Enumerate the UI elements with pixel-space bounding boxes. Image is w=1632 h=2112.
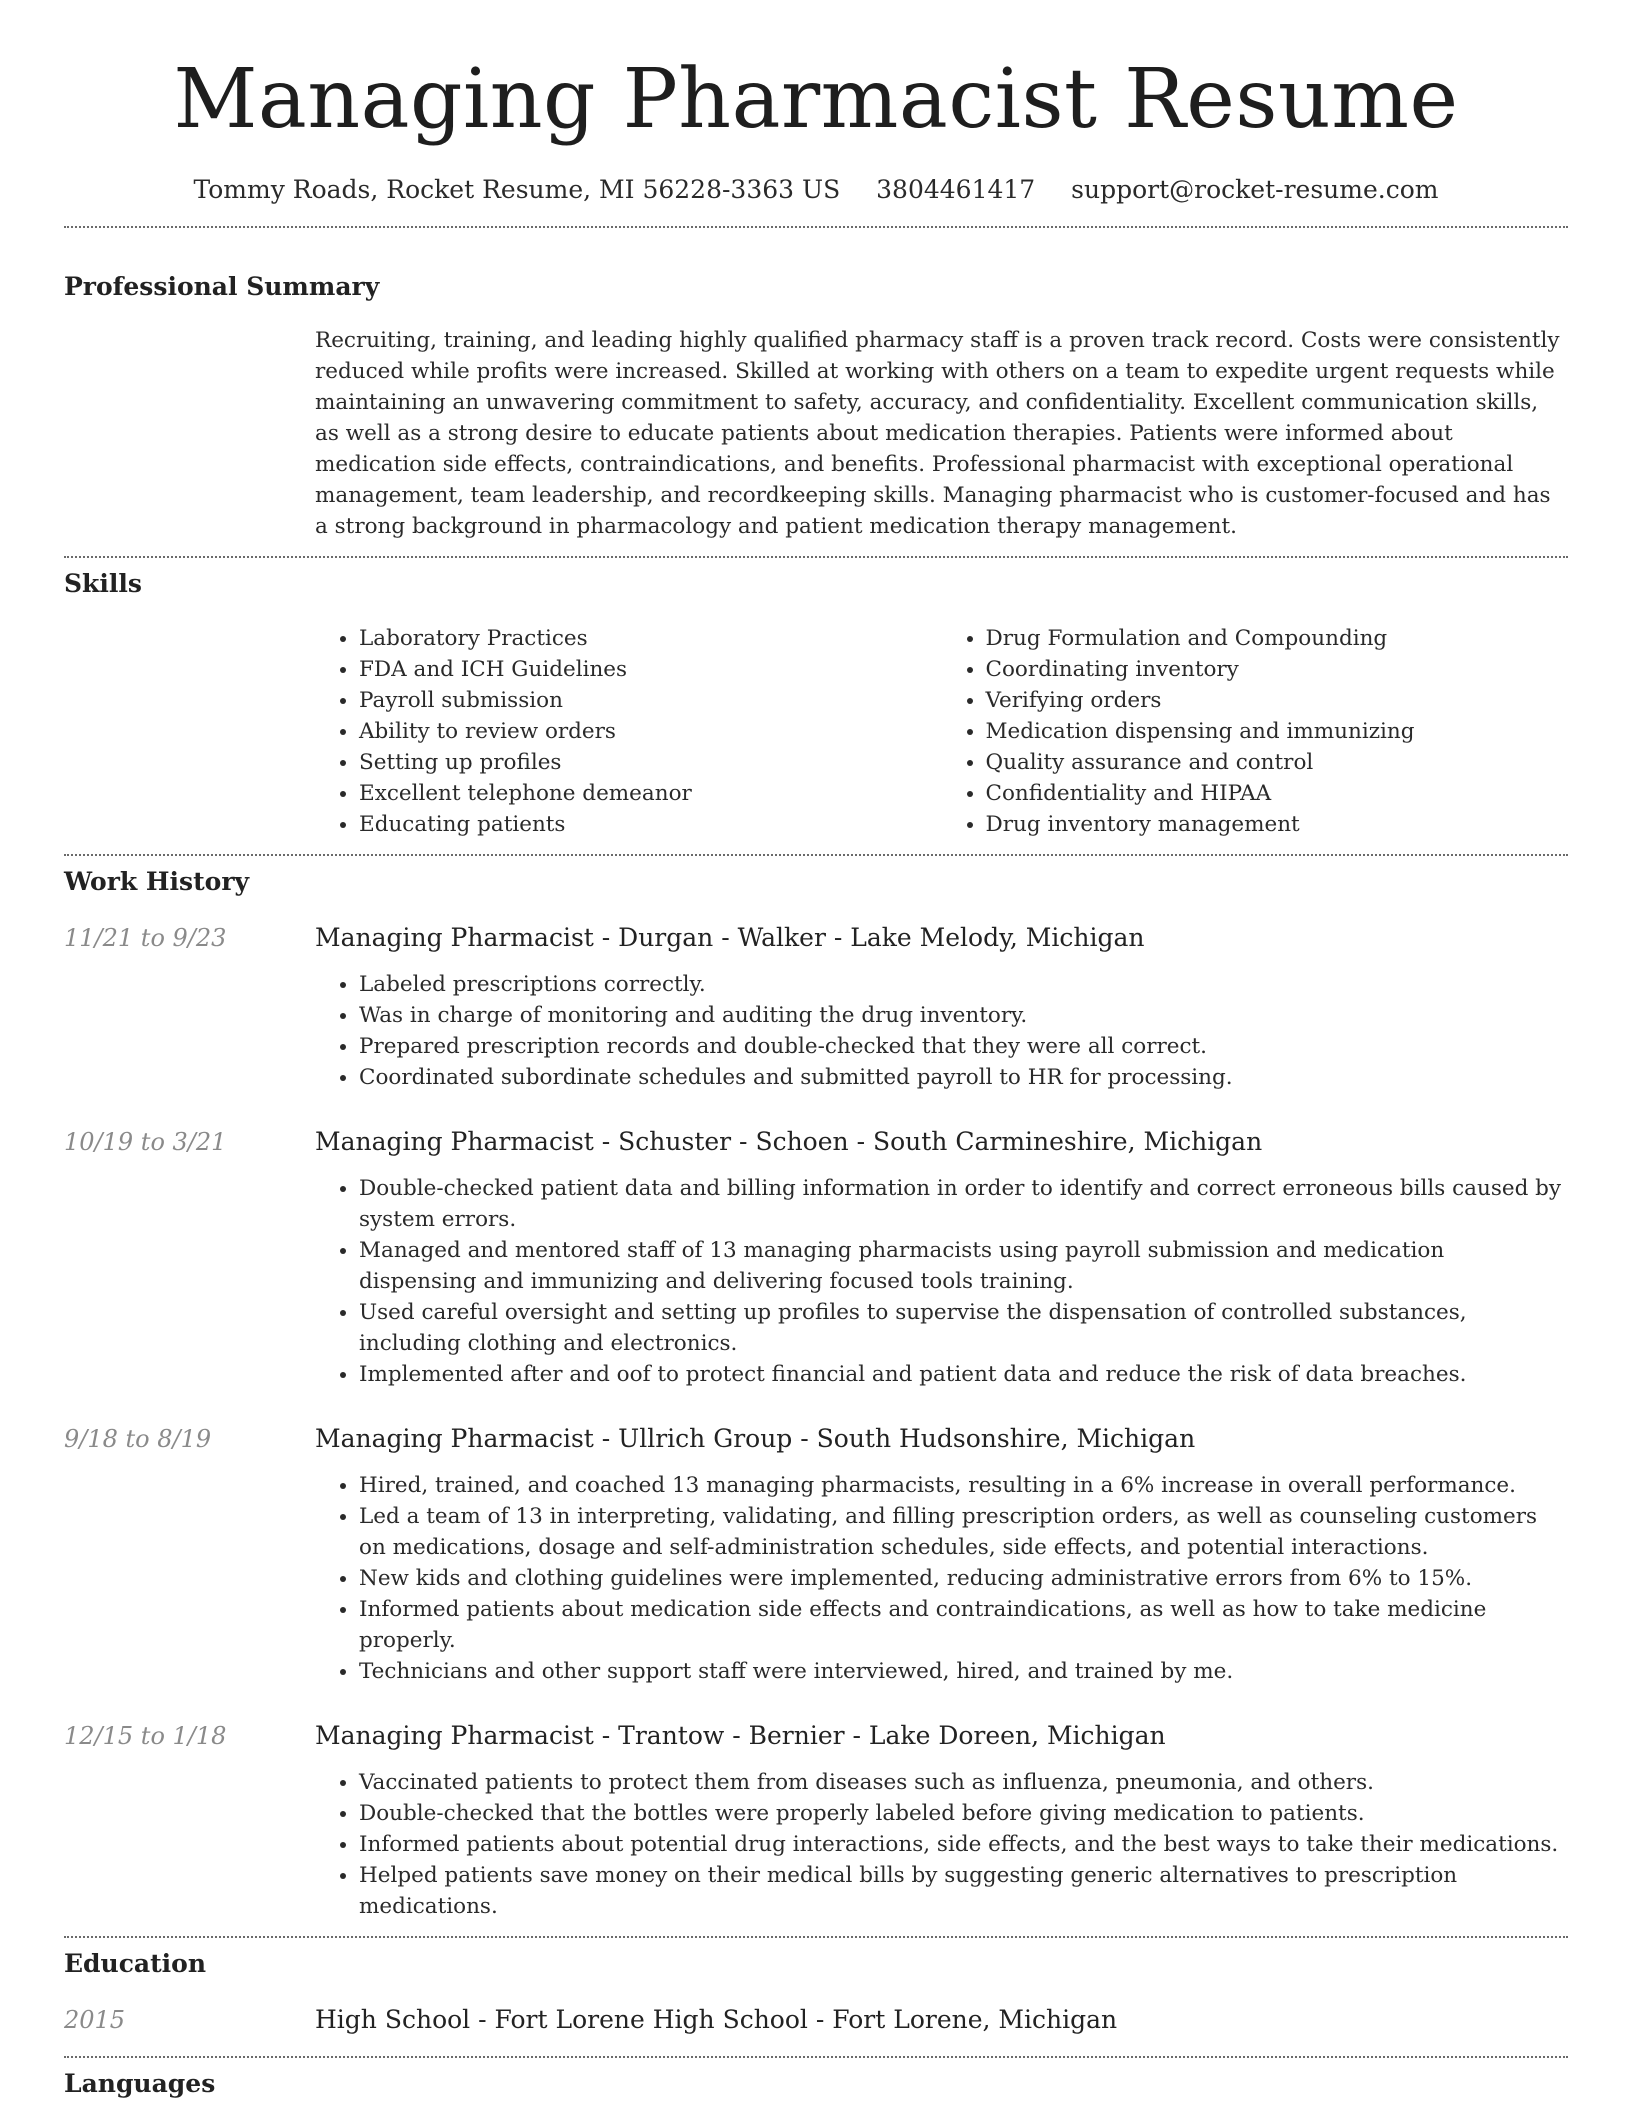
skill-item: • Confidentiality and HIPAA xyxy=(986,778,1569,809)
divider xyxy=(64,1936,1568,1938)
job-dates: 9/18 to 8/19 xyxy=(64,1425,212,1453)
education-detail: High School - Fort Lorene High School - Fort Lorene, Michigan xyxy=(315,2005,1118,2034)
job-entry xyxy=(64,1719,1568,1922)
job-dates: 12/15 to 1/18 xyxy=(64,1722,227,1750)
job-bullets xyxy=(315,969,1568,1093)
job-bullet: • Led a team of 13 in interpreting, validating, and filling prescription orders, as well as counseling customers on medications, dosage and self-administration schedules, side effects, and potential interactions. xyxy=(359,1501,1568,1563)
skill-item: • Coordinating inventory xyxy=(986,654,1569,685)
divider xyxy=(64,2056,1568,2058)
job-bullet: • Double-checked that the bottles were properly labeled before giving medication to patients. xyxy=(359,1798,1568,1829)
contact-phone: 3804461417 xyxy=(876,175,1036,204)
summary-text: Recruiting, training, and leading highly qualified pharmacy staff is a proven track record. Costs were consistently reduced while profits were increased. Skilled at working with others on a team to expedite urgent requests while maintaining an unwavering commitment to safety, accuracy, and confidentiality. Excellent communication skills, as well as a strong desire to educate patients about medication therapies. Patients were informed about medication side effects, contraindications, and benefits. Professional pharmacist with exceptional operational management, team leadership, and recordkeeping skills. Managing pharmacist who is customer-focused and has a strong background in pharmacology and patient medication therapy management. xyxy=(315,328,1560,539)
skills-section xyxy=(64,569,1568,840)
job-bullet: • Managed and mentored staff of 13 managing pharmacists using payroll submission and medication dispensing and immunizing and delivering focused tools training. xyxy=(359,1235,1568,1297)
skill-item: • Drug Formulation and Compounding xyxy=(986,623,1569,654)
job-bullet: • Double-checked patient data and billing information in order to identify and correct erroneous bills caused by system errors. xyxy=(359,1173,1568,1235)
resume-title: Managing Pharmacist Resume xyxy=(173,52,1459,147)
job-bullet: • Labeled prescriptions correctly. xyxy=(359,969,1568,1000)
job-bullet: • Hired, trained, and coached 13 managing pharmacists, resulting in a 6% increase in overall performance. xyxy=(359,1470,1568,1501)
job-bullet: • Coordinated subordinate schedules and submitted payroll to HR for processing. xyxy=(359,1062,1568,1093)
job-bullet: • Vaccinated patients to protect them from diseases such as influenza, pneumonia, and others. xyxy=(359,1767,1568,1798)
job-dates: 11/21 to 9/23 xyxy=(64,924,227,952)
job-entry xyxy=(64,1422,1568,1687)
skill-item: • Excellent telephone demeanor xyxy=(359,778,942,809)
skill-item: • FDA and ICH Guidelines xyxy=(359,654,942,685)
education-year: 2015 xyxy=(64,2006,126,2034)
divider xyxy=(64,226,1568,228)
job-bullet: • Technicians and other support staff were interviewed, hired, and trained by me. xyxy=(359,1656,1568,1687)
skill-item: • Ability to review orders xyxy=(359,716,942,747)
education-heading: Education xyxy=(64,1949,207,1978)
skill-item: • Medication dispensing and immunizing xyxy=(986,716,1569,747)
education-entry xyxy=(64,2003,1568,2037)
skills-list-right xyxy=(942,623,1569,840)
skill-item: • Payroll submission xyxy=(359,685,942,716)
job-header xyxy=(64,1125,1568,1159)
work-history-heading: Work History xyxy=(64,867,250,896)
contact-email: support@rocket-resume.com xyxy=(1071,175,1439,204)
summary-heading: Professional Summary xyxy=(64,272,380,301)
job-dates: 10/19 to 3/21 xyxy=(64,1128,227,1156)
divider xyxy=(64,854,1568,856)
job-title: Managing Pharmacist - Ullrich Group - South Hudsonshire, Michigan xyxy=(315,1424,1196,1453)
resume-page xyxy=(64,0,1568,2099)
languages-section xyxy=(64,2069,1568,2099)
job-bullet: • New kids and clothing guidelines were implemented, reducing administrative errors from 6% to 15%. xyxy=(359,1563,1568,1594)
job-entry xyxy=(64,921,1568,1093)
job-bullet: • Informed patients about medication side effects and contraindications, as well as how to take medicine properly. xyxy=(359,1594,1568,1656)
languages-heading: Languages xyxy=(64,2069,216,2098)
job-header xyxy=(64,1422,1568,1456)
skill-item: • Quality assurance and control xyxy=(986,747,1569,778)
skill-item: • Verifying orders xyxy=(986,685,1569,716)
contact-address: Tommy Roads, Rocket Resume, MI 56228-3363 US xyxy=(193,175,841,204)
job-title: Managing Pharmacist - Durgan - Walker - Lake Melody, Michigan xyxy=(315,923,1145,952)
job-header xyxy=(64,1719,1568,1753)
divider xyxy=(64,556,1568,558)
skill-item: • Educating patients xyxy=(359,809,942,840)
job-entry xyxy=(64,1125,1568,1390)
job-header xyxy=(64,921,1568,955)
skill-item: • Drug inventory management xyxy=(986,809,1569,840)
education-section xyxy=(64,1949,1568,2037)
contact-line xyxy=(64,174,1568,206)
job-bullet: • Implemented after and oof to protect financial and patient data and reduce the risk of data breaches. xyxy=(359,1359,1568,1390)
job-title: Managing Pharmacist - Trantow - Bernier - Lake Doreen, Michigan xyxy=(315,1721,1166,1750)
skill-item: • Setting up profiles xyxy=(359,747,942,778)
job-bullet: • Informed patients about potential drug interactions, side effects, and the best ways to take their medications. xyxy=(359,1829,1568,1860)
job-bullets xyxy=(315,1173,1568,1390)
summary-section xyxy=(64,272,1568,542)
job-bullet: • Helped patients save money on their medical bills by suggesting generic alternatives to prescription medications. xyxy=(359,1860,1568,1922)
job-title: Managing Pharmacist - Schuster - Schoen - South Carmineshire, Michigan xyxy=(315,1127,1263,1156)
job-bullet: • Was in charge of monitoring and auditing the drug inventory. xyxy=(359,1000,1568,1031)
job-bullet: • Used careful oversight and setting up profiles to supervise the dispensation of controlled substances, including clothing and electronics. xyxy=(359,1297,1568,1359)
work-history-section xyxy=(64,867,1568,1922)
skill-item: • Laboratory Practices xyxy=(359,623,942,654)
skills-list-left xyxy=(315,623,942,840)
job-bullet: • Prepared prescription records and double-checked that they were all correct. xyxy=(359,1031,1568,1062)
skills-heading: Skills xyxy=(64,569,142,598)
skills-columns xyxy=(315,623,1568,840)
job-bullets xyxy=(315,1767,1568,1922)
job-bullets xyxy=(315,1470,1568,1687)
